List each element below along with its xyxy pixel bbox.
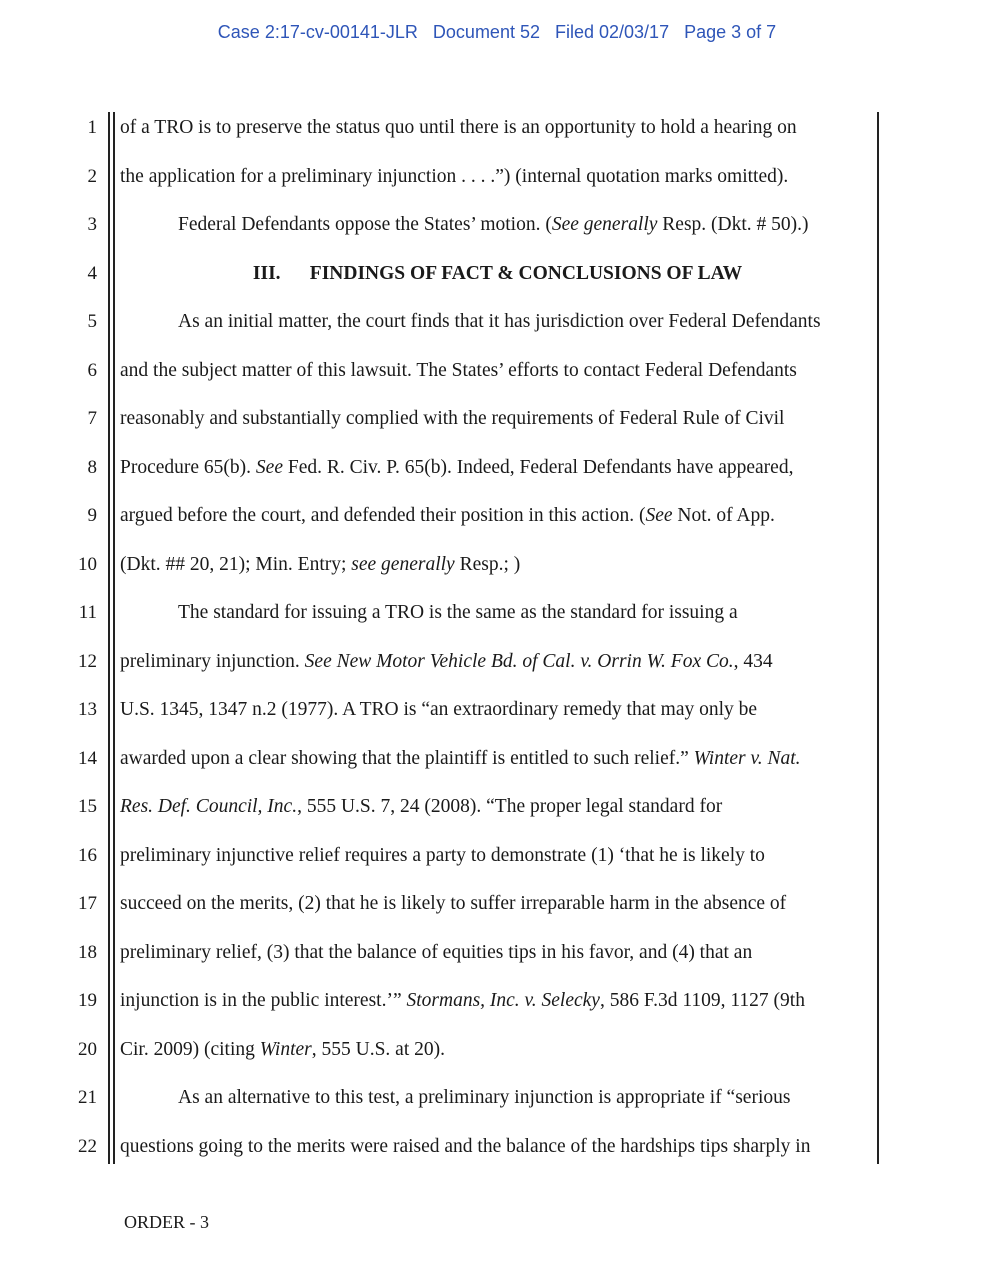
ecf-header: [0, 22, 994, 43]
page-indicator: Page 3 of 7: [684, 22, 777, 42]
filed-date: Filed 02/03/17: [555, 22, 670, 42]
line-text: questions going to the merits were raised and the balance of the hardships tips sharply in: [120, 1135, 811, 1157]
line-number: 11: [78, 602, 97, 623]
pleading-line: [0, 395, 994, 443]
text-run: awarded upon a clear showing that the plaintiff is entitled to such relief.”: [120, 747, 694, 769]
text-run: injunction is in the public interest.’”: [120, 990, 407, 1011]
line-text: III. FINDINGS OF FACT & CONCLUSIONS OF LAW: [252, 262, 743, 284]
pleading-line: [0, 347, 994, 395]
line-text: of a TRO is to preserve the status quo until there is an opportunity to hold a hearing on: [120, 117, 797, 138]
italic-citation: See: [645, 505, 673, 526]
pleading-line: [0, 783, 994, 831]
line-number: 22: [78, 1135, 97, 1157]
pleading-line: [0, 1123, 994, 1171]
line-number: 21: [78, 1087, 97, 1108]
pleading-line: [0, 880, 994, 928]
pleading-line: [0, 492, 994, 540]
line-text: [178, 210, 868, 240]
pleading-line: [0, 977, 994, 1025]
line-text: As an initial matter, the court finds that it has jurisdiction over Federal Defendants: [178, 311, 821, 332]
pleading-line: [0, 201, 994, 249]
line-number: 5: [87, 311, 97, 332]
pleading-line: [0, 735, 994, 783]
text-run: Not. of App.: [672, 505, 775, 526]
italic-citation: see generally: [351, 553, 455, 575]
line-number: 18: [78, 941, 97, 963]
line-number: 15: [78, 796, 97, 817]
pleading-line: [0, 104, 994, 152]
line-number: 10: [78, 553, 97, 575]
line-number: 1: [87, 117, 97, 138]
line-text: and the subject matter of this lawsuit. The States’ efforts to contact Federal Defendants: [120, 359, 797, 381]
line-number: 19: [78, 990, 97, 1011]
pleading-line: [0, 1074, 994, 1122]
italic-citation: See New Motor Vehicle Bd. of Cal. v. Orrin W. Fox Co.: [304, 650, 734, 672]
line-text: preliminary relief, (3) that the balance of equities tips in his favor, and (4) that an: [120, 941, 753, 963]
text-run: , 555 U.S. 7, 24 (2008). “The proper legal standard for: [297, 796, 723, 817]
line-number: 12: [78, 650, 97, 672]
page-footer: ORDER - 3: [124, 1212, 209, 1232]
pleading-line: [0, 686, 994, 734]
line-number: 16: [78, 844, 97, 866]
line-number: 9: [87, 505, 97, 526]
italic-citation: Stormans, Inc. v. Selecky: [406, 990, 600, 1011]
pleading-line: [0, 153, 994, 201]
text-run: , 586 F.3d 1109, 1127 (9th: [599, 990, 805, 1011]
line-number: 3: [87, 214, 97, 235]
text-run: , 555 U.S. at 20).: [311, 1038, 445, 1060]
line-number: 6: [87, 359, 97, 381]
text-run: Fed. R. Civ. P. 65(b). Indeed, Federal Defendants have appeared,: [282, 456, 794, 478]
line-text: [120, 647, 870, 677]
italic-citation: Winter: [259, 1038, 312, 1060]
pleading-line: [0, 444, 994, 492]
line-text: [120, 744, 870, 774]
pleading-line: [0, 1026, 994, 1074]
line-text: [120, 453, 870, 483]
pleading-line: [0, 541, 994, 589]
text-run: argued before the court, and defended their position in this action. (: [120, 505, 646, 526]
line-text: succeed on the merits, (2) that he is likely to suffer irreparable harm in the absence of: [120, 893, 787, 914]
line-text: [120, 792, 870, 822]
line-number: 13: [78, 699, 97, 720]
line-text: preliminary injunctive relief requires a party to demonstrate (1) ‘that he is likely to: [120, 844, 765, 866]
italic-citation: Winter v. Nat.: [693, 747, 801, 769]
pleading-line: [0, 832, 994, 880]
text-run: preliminary injunction.: [120, 650, 305, 672]
pleading-line: [0, 929, 994, 977]
line-text: reasonably and substantially complied with the requirements of Federal Rule of Civil: [120, 408, 785, 429]
line-text: U.S. 1345, 1347 n.2 (1977). A TRO is “an extraordinary remedy that may only be: [120, 699, 758, 720]
line-number: 2: [87, 165, 97, 187]
line-number: 7: [87, 408, 97, 429]
text-run: Resp.; ): [454, 553, 521, 575]
line-text: The standard for issuing a TRO is the same as the standard for issuing a: [178, 602, 738, 623]
text-run: Cir. 2009) (citing: [120, 1038, 260, 1060]
pleading-line: [0, 298, 994, 346]
line-number: 8: [87, 456, 97, 478]
line-text: [120, 1035, 870, 1065]
text-run: (Dkt. ## 20, 21); Min. Entry;: [120, 553, 352, 575]
text-run: Resp. (Dkt. # 50).): [657, 214, 809, 235]
italic-citation: See generally: [551, 214, 658, 235]
pleading-line: [0, 638, 994, 686]
line-number: 14: [78, 747, 97, 769]
case-number: Case 2:17-cv-00141-JLR: [217, 22, 418, 42]
text-run: Federal Defendants oppose the States’ motion. (: [178, 214, 552, 235]
line-number: 20: [78, 1038, 97, 1060]
line-text: [120, 501, 870, 531]
line-text: the application for a preliminary injunction . . . .”) (internal quotation marks omitted).: [120, 165, 789, 187]
line-text: [120, 986, 870, 1016]
pleading-line: [0, 250, 994, 298]
line-number: 4: [87, 262, 97, 284]
line-number: 17: [78, 893, 97, 914]
text-run: , 434: [733, 650, 773, 672]
italic-citation: Res. Def. Council, Inc.: [120, 796, 298, 817]
document-number: Document 52: [432, 22, 540, 42]
pleading-line: [0, 589, 994, 637]
line-text: As an alternative to this test, a preliminary injunction is appropriate if “serious: [178, 1087, 791, 1108]
text-run: Procedure 65(b).: [120, 456, 256, 478]
line-text: [120, 550, 870, 580]
italic-citation: See: [255, 456, 283, 478]
